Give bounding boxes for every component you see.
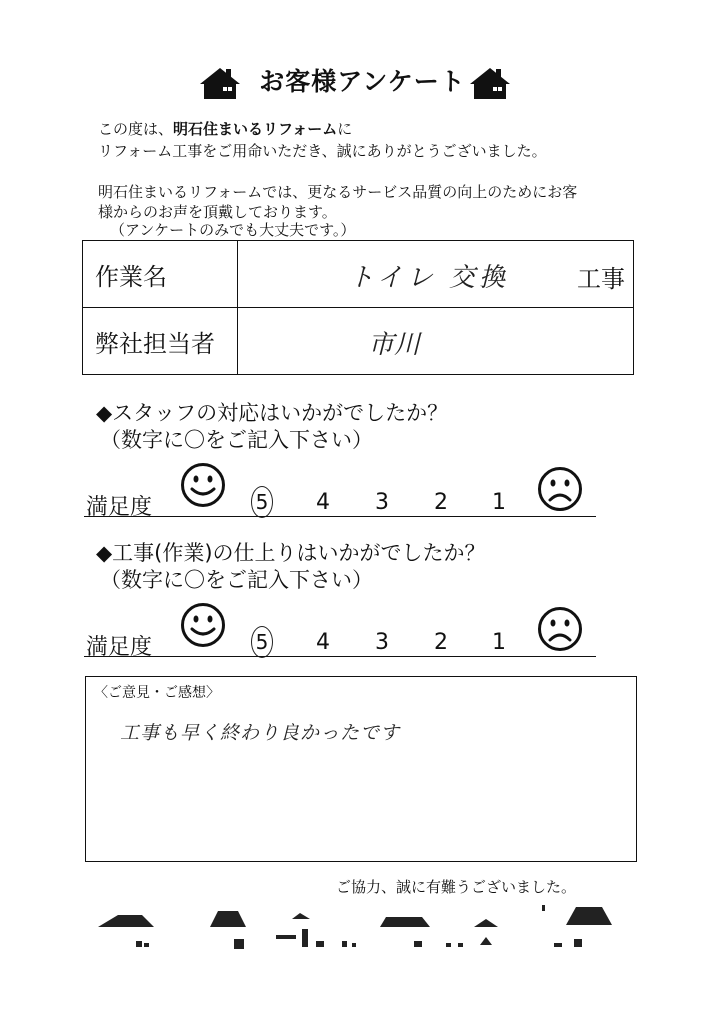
- house-skyline-decoration: [96, 905, 616, 953]
- rating-option-3[interactable]: 3: [375, 630, 389, 655]
- intro-suffix: に: [337, 120, 353, 138]
- work-row: [83, 241, 634, 308]
- rating-5-label: 5: [255, 630, 269, 654]
- staff-cell[interactable]: [238, 308, 634, 375]
- company-name: 明石住まいるリフォーム: [173, 120, 338, 138]
- intro-prefix: この度は、: [98, 120, 174, 138]
- rating-option-5[interactable]: [251, 626, 273, 658]
- rating-option-1[interactable]: 1: [492, 630, 506, 655]
- rating-option-2[interactable]: 2: [434, 490, 448, 515]
- rating-option-2[interactable]: 2: [434, 630, 448, 655]
- scale-underline-2: [84, 656, 596, 657]
- work-cell[interactable]: [238, 241, 634, 308]
- satisfaction-label-1: 満足度: [86, 495, 153, 520]
- scale-underline-1: [84, 516, 596, 517]
- page-title: お客様アンケート: [259, 67, 466, 96]
- smiley-icon: [180, 602, 226, 652]
- work-value: トイレ 交換: [348, 263, 509, 293]
- rating-option-3[interactable]: 3: [375, 490, 389, 515]
- question-2-text: ◆工事(作業)の仕上りはいかがでしたか？: [96, 541, 486, 565]
- satisfaction-label-2: 満足度: [86, 635, 153, 660]
- frown-icon: [537, 466, 583, 516]
- question-1-text: ◆スタッフの対応はいかがでしたか？: [96, 401, 449, 425]
- thanks-message: ご協力、誠に有難うございました。: [336, 878, 577, 896]
- comment-box[interactable]: [85, 676, 637, 862]
- question-2-instruction: （数字に〇をご記入下さい）: [100, 568, 373, 592]
- smiley-icon: [180, 462, 226, 512]
- comment-text: 工事も早く終わり良かったです: [120, 722, 401, 744]
- intro-line-4: 様からのお声を頂戴しております。: [98, 203, 337, 221]
- info-table: [82, 240, 634, 375]
- staff-value: 市川: [368, 330, 421, 360]
- rating-option-4[interactable]: 4: [316, 490, 330, 515]
- rating-option-5[interactable]: [251, 486, 273, 518]
- staff-label: 弊社担当者: [83, 308, 238, 375]
- rating-option-1[interactable]: 1: [492, 490, 506, 515]
- rating-option-4[interactable]: 4: [316, 630, 330, 655]
- intro-line-5: （アンケートのみでも大丈夫です。）: [110, 221, 356, 239]
- work-suffix: 工事: [577, 265, 625, 293]
- work-label: 作業名: [83, 241, 238, 308]
- staff-row: [83, 308, 634, 375]
- intro-line-2: リフォーム工事をご用命いただき、誠にありがとうございました。: [98, 142, 547, 160]
- intro-line-1: [98, 118, 352, 140]
- intro-line-3: 明石住まいるリフォームでは、更なるサービス品質の向上のためにお客: [98, 183, 578, 201]
- question-1-instruction: （数字に〇をご記入下さい）: [100, 428, 373, 452]
- house-icon-right: [470, 66, 510, 100]
- rating-5-label: 5: [255, 490, 269, 514]
- frown-icon: [537, 606, 583, 656]
- comment-label: 〈ご意見・ご感想〉: [94, 685, 220, 701]
